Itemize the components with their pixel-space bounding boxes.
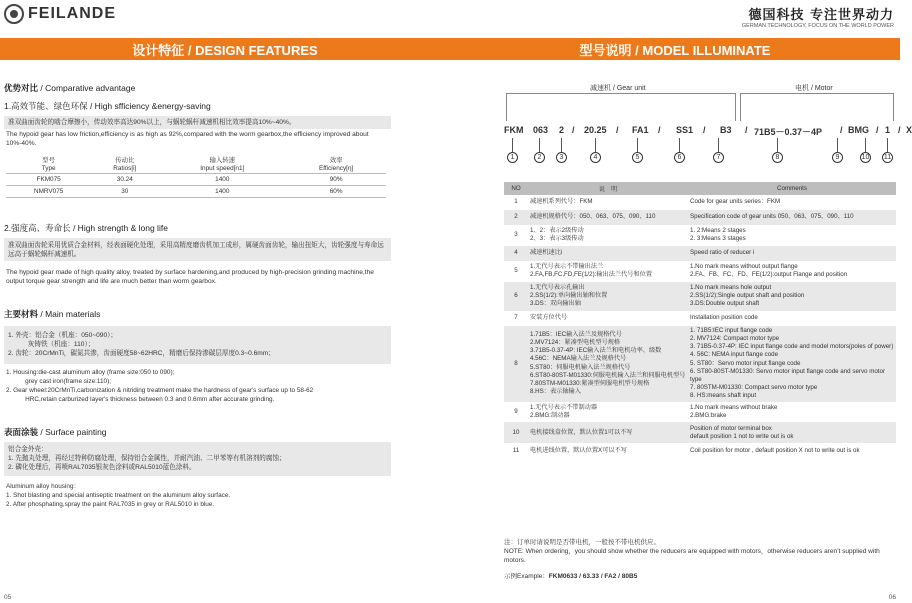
grey-box-strength: 准双曲面齿轮采用优质合金材料，经表面硬化处理，采用高精度磨齿机加工成形，属硬齿面齿轮，输出扭矩大，齿轮强度与寿命远远高于蜗轮蜗杆减速机。 — [4, 238, 391, 261]
row-comment-en: 1. 2:Means 2 stages 2. 3:Means 3 stages — [690, 227, 746, 243]
code-index-circle: 5 — [632, 152, 643, 163]
motor-bracket — [740, 93, 894, 121]
code-segment: 063 — [533, 125, 549, 135]
code-segment: SS1 — [676, 125, 694, 135]
order-note: 注：订单时请说明是否带电机，一般按不带电机供应。 NOTE: When ordering，you should show whether the reducers are equipped with motors，otherwise reducers aren’t supplied with motors. — [504, 539, 880, 564]
model-table — [504, 182, 896, 458]
code-index-circle: 9 — [832, 152, 843, 163]
code-separator: / — [616, 125, 619, 135]
left-page — [0, 0, 450, 603]
row-desc-cn: 电机进线位置，默认位置X可以不写 — [530, 446, 627, 454]
example-line: 示例Example：FKM0633 / 63.33 / FA2 / 80B5 — [504, 573, 638, 580]
brand-logo — [4, 4, 116, 24]
row-comment-en: 1. 71B5:IEC input flange code 2. MV7124: Compact motor type 3. 71B5-0.37-4P: IEC input flange code and model motors(poles of power) 4. 56C: NEMA input flange code 5. ST80：Servo motor input flange code 6. ST80-80ST-M01330: Servo motor input flange code and servo motor type 7. 80STM-M01330: Compact servo motor type 8. HS:means shaft input — [688, 326, 896, 402]
strength-text: The hypoid gear made of high quality alloy, treated by surface hardening,and produced by high-precision grinding machine,the output torque gear strength and life are much better than worm gearbox. — [6, 269, 374, 285]
table-row — [6, 186, 386, 198]
table-cell: NMRV075 — [6, 186, 91, 198]
table-row — [504, 246, 896, 261]
row-desc-cn: 减速机系列代号：FKM — [530, 198, 593, 206]
code-index-circle: 7 — [713, 152, 724, 163]
table-cell: FKM075 — [6, 174, 91, 186]
row-desc-cn: 1.71B5：IEC输入法兰及规格代号 2.MV7124：紧凑型电机型号规格 3.71B5-0.37-4P: IEC输入法兰和电机功率、级数 4.56C：NEMA输入法兰及规格代号 5.ST80：伺服电机输入法兰规格代号 6.ST80-80ST-M01330:伺服电机输入法兰和伺服电机型号 7.80STM-M01330:紧凑型伺服电机型号规格 8.HS：表示轴输入 — [528, 326, 688, 402]
row-desc-cn: 1、2：表示2级传动 2、3：表示3级传动 — [530, 227, 584, 243]
comparison-table — [6, 157, 386, 198]
code-segment: X — [906, 125, 912, 135]
code-separator: / — [703, 125, 706, 135]
code-index-circle: 10 — [861, 154, 870, 161]
table-cell: 30.24 — [91, 174, 158, 186]
col-no: NO — [504, 182, 528, 195]
code-index-circle: 8 — [772, 152, 783, 163]
subheading-efficiency: 1.高效节能、绿色环保 / High sfficiency &energy-saving — [4, 101, 211, 111]
row-desc-cn: 安装方位代号 — [530, 314, 568, 322]
table-row — [504, 443, 896, 458]
grey-box-painting: 铝合金外壳： 1. 先抛丸处理，再经过特种防腐处理，保持铝合金属性，并耐汽油、二甲苯等有机溶剂的腐蚀； 2. 磷化处理后，再喷RAL7035银灰色涂料或RAL5010蓝色涂料。 — [4, 442, 391, 476]
table-row — [504, 282, 896, 311]
code-index-circle: 1 — [507, 152, 518, 163]
row-comment-en: Speed ratio of reducer i — [688, 246, 896, 261]
grey-box-materials: 1. 外壳：铝合金（机座：050~090）； 灰铸铁（机座：110）； 2. 齿轮：20CrMnTi，碳氮共渗，齿面硬度58~62HRC，精磨后保持渗碳层厚度0.3~0.6mm； — [4, 326, 391, 364]
col-comments: Comments — [688, 182, 896, 195]
row-desc-cn: 1.无代号表示孔输出 2.SS(1/2):单向输出轴和位置 3.DS：双向输出轴 — [528, 282, 688, 311]
table-header-cell: 传动比 Ratios[i] — [91, 157, 158, 174]
code-segment: 20.25 — [584, 125, 607, 135]
code-index-circle: 2 — [534, 152, 545, 163]
code-separator: / — [745, 125, 748, 135]
code-separator: / — [572, 125, 575, 135]
row-comment-en: Position of motor terminal box default position 1 not to write out is ok — [688, 422, 896, 443]
brand-slogan: 德国科技 专注世界动力 GERMAN TECHNOLOGY, FOCUS ON THE WORLD POWER — [741, 8, 894, 29]
table-row — [504, 422, 896, 443]
row-comment-en: 1.No mark means without brake 2.BMG:brake — [690, 403, 778, 419]
code-separator: / — [898, 125, 901, 135]
section-header: 设计特征 / DESIGN FEATURES — [0, 38, 450, 60]
table-row — [504, 311, 896, 326]
connector-line — [679, 138, 680, 152]
code-segment: BMG — [848, 125, 869, 135]
materials-text: 1. Housing:die-cast aluminum alloy (frame size:050 to 090); grey cast iron(frame size:110); 2. Gear wheel:20CrMnTi,carbonization & nitriding treatment make the hardness of gear's surface up to 58-62 HRC,retain carburized layer's thickness between 0.3 and 0.6mm after accurate grinding. — [6, 369, 314, 403]
table-cell: 30 — [91, 186, 158, 198]
connector-line — [512, 138, 513, 152]
row-comment-en: Coil position for motor , default position X not to write out is ok — [690, 446, 860, 454]
table-row — [504, 402, 896, 423]
row-comment-en: Installation position code — [690, 314, 758, 322]
row-desc-cn: 电机接线盒位置，默认位置1可以不写 — [528, 422, 688, 443]
row-number: 1 — [514, 198, 518, 206]
table-row — [504, 195, 896, 210]
table-row — [504, 326, 896, 402]
code-index-circle: 6 — [674, 152, 685, 163]
connector-line — [837, 138, 838, 152]
grey-box-cn: 准双曲面齿轮的啮合摩擦小，传动效率高达90%以上，与蜗轮蜗杆减速机相比效率提高10%~40%。 — [4, 116, 391, 129]
code-index-circle: 3 — [556, 152, 567, 163]
section-title-advantage: 优势对比 / Comparative advantage — [4, 83, 136, 93]
row-number: 3 — [514, 231, 518, 239]
row-desc-cn: 1.无代号表示不带输出法兰 2.FA,FB,FC,FD,FE(1/2):输出法兰代号和位置 — [530, 262, 653, 279]
code-segment: 2 — [559, 125, 565, 135]
table-row — [504, 210, 896, 225]
table-header-cell: 型号 Type — [6, 157, 91, 174]
code-segment: B3 — [720, 125, 732, 135]
code-separator: / — [876, 125, 879, 135]
section-header: 型号说明 / MODEL ILLUMINATE — [450, 38, 900, 60]
motor-label: 电机 / Motor — [795, 85, 833, 92]
code-segment: 1 — [885, 125, 891, 135]
table-row — [504, 261, 896, 282]
logo-text: FEILANDE — [28, 5, 116, 22]
connector-line — [595, 138, 596, 152]
row-number: 2 — [504, 210, 528, 225]
code-segment: 71B5－0.37－4P — [754, 127, 823, 137]
section-title-painting: 表面涂装 / Surface painting — [4, 427, 107, 437]
row-number: 8 — [504, 326, 528, 402]
row-number: 10 — [504, 422, 528, 443]
code-segment: FA1 — [632, 125, 649, 135]
table-cell: 1400 — [158, 174, 286, 186]
code-separator: / — [658, 125, 661, 135]
table-cell: 60% — [286, 186, 386, 198]
row-comment-en: 1.No mark means without output flange 2.FA、FB、FC、FD、FE(1/2):output Flange and position — [690, 262, 848, 279]
logo-mark-icon — [4, 4, 24, 24]
connector-line — [539, 138, 540, 152]
connector-line — [637, 138, 638, 152]
page-number-right: 06 — [888, 594, 896, 601]
connector-line — [865, 138, 866, 152]
row-desc-cn: 减速机规格代号：050、063、075、090、110 — [528, 210, 688, 225]
table-cell: 90% — [286, 174, 386, 186]
row-comment-en: Code for gear units series：FKM — [690, 198, 781, 206]
table-row — [6, 174, 386, 186]
row-comment-en: 1.No mark means hole output 2.SS(1/2):Single output shaft and position 3.DS:Double output shaft — [688, 282, 896, 311]
row-number: 4 — [504, 246, 528, 261]
table-header-cell: 效率 Efficiency[η] — [286, 157, 386, 174]
row-number: 6 — [504, 282, 528, 311]
row-number: 5 — [514, 267, 518, 275]
painting-text: Aluminum alloy housing： 1. Shot blasting and special antiseptic treatment on the aluminum alloy surface. 2. After phosphating,spray the paint RAL7035 in grey or RAL5010 in blue. — [6, 483, 231, 508]
row-number: 11 — [512, 446, 520, 454]
gear-unit-label: 减速机 / Gear unit — [590, 85, 646, 92]
table-cell: 1400 — [158, 186, 286, 198]
section-title-materials: 主要材料 / Main materials — [4, 309, 101, 319]
row-desc-cn: 减速机速比i — [528, 246, 688, 261]
row-number: 9 — [514, 407, 518, 415]
code-separator: / — [840, 125, 843, 135]
connector-line — [777, 138, 778, 152]
code-index-circle: 4 — [590, 152, 601, 163]
code-index-circle: 11 — [883, 154, 892, 161]
right-page — [450, 0, 912, 603]
efficiency-text: The hypoid gear has low friction,efficiency is as high as 92%,compared with the worm gearbox,the efficiency improved about 10%-40%. — [6, 131, 369, 147]
connector-line — [887, 138, 888, 152]
row-comment-en: Specification code of gear units 050、063、075、090、110 — [688, 210, 896, 225]
row-desc-cn: 1.无代号表示不带制动器 2.BMG:制动器 — [530, 403, 598, 419]
gear-unit-bracket — [506, 93, 736, 121]
subheading-strength: 2.强度高、寿命长 / High strength & long life — [4, 223, 168, 233]
page-number-left: 05 — [4, 594, 12, 601]
col-desc: 说 明 — [528, 182, 688, 195]
row-number: 7 — [514, 314, 518, 322]
code-segment: FKM — [504, 125, 524, 135]
connector-line — [561, 138, 562, 152]
connector-line — [718, 138, 719, 152]
table-row — [504, 225, 896, 246]
table-header-cell: 输入转速 Input speed[n1] — [158, 157, 286, 174]
